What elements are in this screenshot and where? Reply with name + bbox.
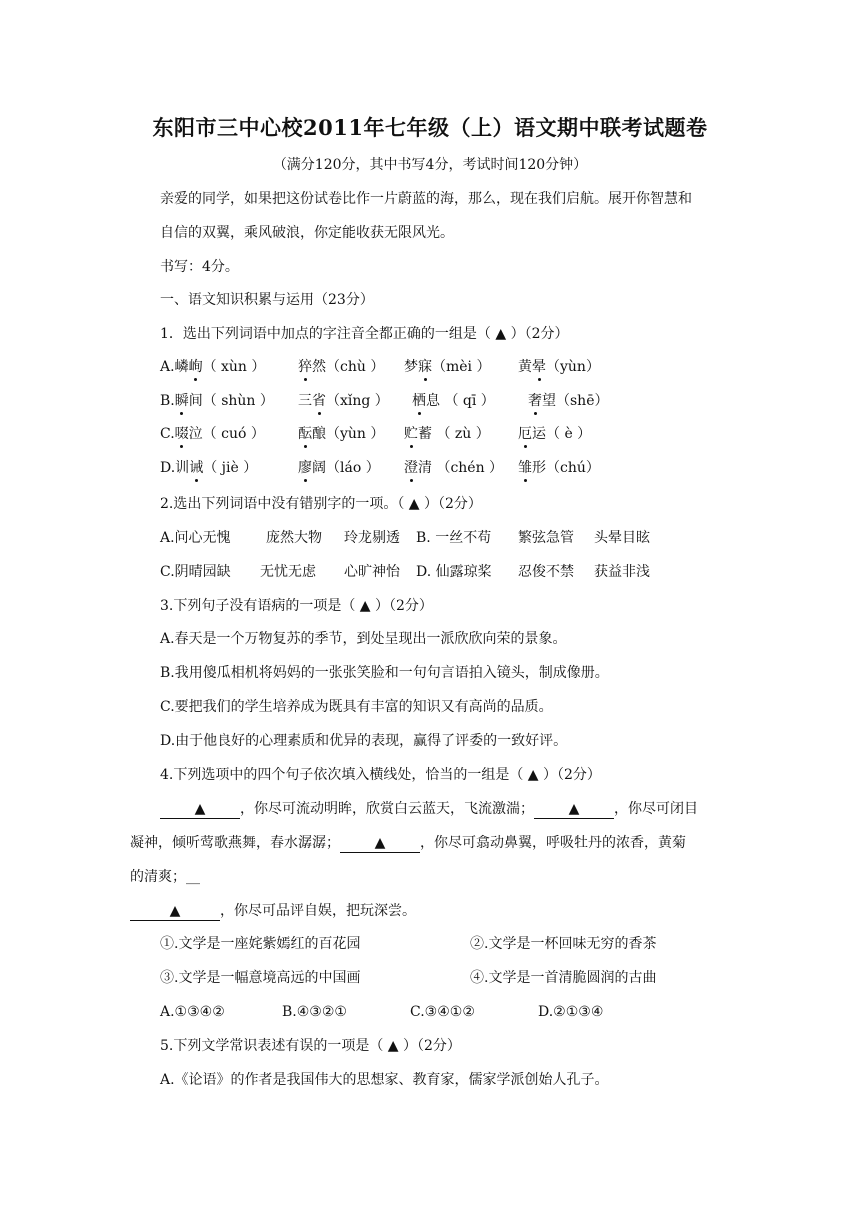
q1-option-d-word-4: 雏形（chú） bbox=[518, 460, 600, 476]
answer-blank: ▲ bbox=[130, 903, 220, 921]
q1-option-b-word-3: 栖息 （ qī ） bbox=[412, 393, 495, 409]
q2-option-text: 无忧无虑 bbox=[260, 564, 316, 580]
q1-option-d-word-1: D.训诫（ jiè ） bbox=[160, 460, 258, 476]
q2-option-text: 忍俊不禁 bbox=[518, 564, 574, 580]
q4-passage-line-2: 凝神，倾听莺歌燕舞，春水潺潺； ▲ ，你尽可翕动鼻翼，呼吸牡丹的浓香，黄菊 bbox=[130, 835, 686, 851]
q3-option-a: A.春天是一个万物复苏的季节，到处呈现出一派欣欣向荣的景象。 bbox=[160, 631, 567, 647]
q2-option-text: A.问心无愧 bbox=[160, 530, 231, 546]
answer-blank: ▲ bbox=[340, 835, 420, 853]
q1-option-b-word-2: 三省（xǐng ） bbox=[298, 393, 389, 409]
q3-option-c: C.要把我们的学生培养成为既具有丰富的知识又有高尚的品质。 bbox=[160, 699, 553, 715]
exam-subtitle: （满分120分，其中书写4分，考试时间120分钟） bbox=[272, 157, 588, 173]
q1-option-c-word-2: 酝酿（yùn ） bbox=[298, 426, 385, 442]
q4-passage-line-1: ▲ ，你尽可流动明眸，欣赏白云蓝天，飞流激湍； ▲ ，你尽可闭目 bbox=[160, 799, 698, 819]
q5-option-a: A.《论语》的作者是我国伟大的思想家、教育家，儒家学派创始人孔子。 bbox=[160, 1072, 609, 1088]
answer-blank: ▲ bbox=[160, 801, 240, 819]
q3-option-d: D.由于他良好的心理素质和优异的表现，赢得了评委的一致好评。 bbox=[160, 733, 568, 749]
section-heading: 一、语文知识积累与运用（23分） bbox=[160, 292, 374, 308]
question-4-stem: 4.下列选项中的四个句子依次填入横线处，恰当的一组是（ ▲ ）（2分） bbox=[160, 767, 601, 783]
q4-choice-d: D.②①③④ bbox=[538, 1004, 604, 1020]
q1-option-b-word-4: 奢望（shē） bbox=[528, 393, 609, 409]
q1-option-a-word-1: A.嶙峋（ xùn ） bbox=[160, 359, 266, 375]
q1-option-d-word-3: 澄清 （chén ） bbox=[404, 460, 504, 476]
q4-choice-a: A.①③④② bbox=[160, 1004, 225, 1020]
q1-option-a-word-3: 梦寐（mèi ） bbox=[404, 359, 491, 375]
q2-option-text: 玲龙剔透 bbox=[344, 530, 400, 546]
q4-choice-c: C.③④①② bbox=[410, 1004, 475, 1020]
q4-item-1: ①.文学是一座姹紫嫣红的百花园 bbox=[160, 936, 361, 952]
q4-passage-line-3: 的清爽；__ bbox=[130, 869, 200, 885]
question-1-stem: 1．选出下列词语中加点的字注音全都正确的一组是（ ▲ ）（2分） bbox=[160, 326, 569, 342]
q2-option-text: D. 仙露琼桨 bbox=[416, 564, 492, 580]
q2-option-text: C.阴晴园缺 bbox=[160, 564, 231, 580]
q1-option-a-word-4: 黄晕（yùn） bbox=[518, 359, 600, 375]
q1-option-c-word-1: C.啜泣（ cuó ） bbox=[160, 426, 265, 442]
q2-option-text: B. 一丝不苟 bbox=[416, 530, 492, 546]
q3-option-b: B.我用傻瓜相机将妈妈的一张张笑脸和一句句言语拍入镜头，制成像册。 bbox=[160, 665, 609, 681]
q1-option-d-word-2: 廖阔（láo ） bbox=[298, 460, 380, 476]
q2-option-text: 繁弦急管 bbox=[518, 530, 574, 546]
question-3-stem: 3.下列句子没有语病的一项是（ ▲ ）（2分） bbox=[160, 598, 433, 614]
q2-option-text: 头晕目眩 bbox=[594, 530, 650, 546]
q2-option-text: 获益非浅 bbox=[594, 564, 650, 580]
exam-title: 东阳市三中心校2011年七年级（上）语文期中联考试题卷 bbox=[152, 115, 708, 140]
q4-choice-b: B.④③②① bbox=[282, 1004, 347, 1020]
q4-item-4: ④.文学是一首清脆圆润的古曲 bbox=[470, 970, 657, 986]
q1-option-b-word-1: B.瞬间（ shùn ） bbox=[160, 393, 274, 409]
intro-line-1: 亲爱的同学，如果把这份试卷比作一片蔚蓝的海，那么，现在我们启航。展开你智慧和 bbox=[160, 191, 692, 207]
question-5-stem: 5.下列文学常识表述有误的一项是（ ▲ ）（2分） bbox=[160, 1038, 461, 1054]
q1-option-c-word-3: 贮蓄 （ zù ） bbox=[404, 426, 490, 442]
q4-passage-line-4: ▲ ，你尽可品评自娱，把玩深尝。 bbox=[130, 901, 416, 921]
writing-score: 书写：4分。 bbox=[160, 259, 239, 275]
q2-option-text: 庞然大物 bbox=[266, 530, 322, 546]
answer-blank: ▲ bbox=[534, 801, 614, 819]
q4-item-3: ③.文学是一幅意境高远的中国画 bbox=[160, 970, 361, 986]
q1-option-c-word-4: 厄运（ è ） bbox=[518, 426, 592, 442]
q4-item-2: ②.文学是一杯回味无穷的香茶 bbox=[470, 936, 657, 952]
q1-option-a-word-2: 猝然（chù ） bbox=[298, 359, 385, 375]
intro-line-2: 自信的双翼，乘风破浪，你定能收获无限风光。 bbox=[160, 225, 454, 241]
question-2-stem: 2.选出下列词语中没有错别字的一项。（ ▲ ）（2分） bbox=[160, 496, 482, 512]
q2-option-text: 心旷神怡 bbox=[344, 564, 400, 580]
